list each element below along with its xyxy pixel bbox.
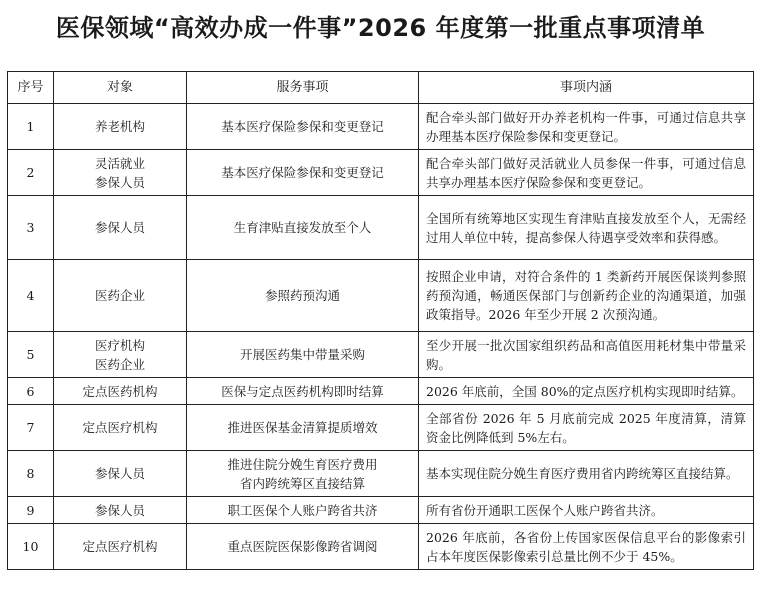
row-service-line: 职工医保个人账户跨省共济 [227,502,378,518]
row-target-line: 参保人员 [94,466,145,481]
row-service [187,378,419,405]
row-target [54,196,187,260]
row-content: 全国所有统筹地区实现生育津贴直接发放至个人，无需经过用人单位中转，提高参保人待遇享受效率和获得感。 [419,196,754,260]
row-target [54,260,187,332]
row-target-line: 定点医疗机构 [82,420,158,435]
row-service [187,260,419,332]
row-seq: 1 [8,104,54,150]
row-service-line: 基本医疗保险参保和变更登记 [221,165,384,180]
row-target-line: 医药企业 [94,288,145,303]
document-title: 医保领域“高效办成一件事”2026 年度第一批重点事项清单 [55,14,706,42]
row-target-line: 定点医疗机构 [82,539,158,554]
row-target-line: 医疗机构 [94,337,145,353]
row-seq: 4 [8,260,54,332]
row-target-line: 参保人员 [94,502,145,518]
row-service-line: 基本医疗保险参保和变更登记 [221,119,384,134]
table-row [8,405,754,451]
row-seq: 8 [8,451,54,497]
row-service-line: 省内跨统筹区直接结算 [239,475,365,491]
row-target [54,524,187,570]
row-service [187,451,419,497]
row-target [54,405,187,451]
row-target-line: 灵活就业 [94,155,145,171]
row-target [54,451,187,497]
row-content: 至少开展一批次国家组织药品和高值医用耗材集中带量采购。 [419,332,754,378]
row-target-line: 定点医药机构 [82,383,158,399]
row-seq: 5 [8,332,54,378]
task-list-table [7,71,754,570]
row-seq: 10 [8,524,54,570]
row-service-line: 推进住院分娩生育医疗费用 [227,456,378,472]
header-target: 对象 [54,72,187,104]
row-service-line: 推进医保基金清算提质增效 [227,420,378,435]
row-service [187,150,419,196]
row-target-line: 参保人员 [94,220,145,235]
row-content: 全部省份 2026 年 5 月底前完成 2025 年度清算，清算资金比例降低到 5%左右。 [419,405,754,451]
row-target [54,497,187,524]
table-row [8,260,754,332]
header-seq: 序号 [8,72,54,104]
header-service: 服务事项 [187,72,419,104]
row-seq: 9 [8,497,54,524]
row-service-line: 医保与定点医药机构即时结算 [221,383,384,399]
row-service-line: 重点医院医保影像跨省调阅 [227,539,378,554]
row-service-line: 生育津贴直接发放至个人 [233,220,372,235]
row-service-line: 开展医药集中带量采购 [239,347,365,362]
table-row [8,497,754,524]
row-service [187,524,419,570]
row-target [54,332,187,378]
table-header-row [8,72,754,104]
row-service [187,497,419,524]
row-seq: 3 [8,196,54,260]
table-row [8,524,754,570]
row-content: 2026 年底前，各省份上传国家医保信息平台的影像索引占本年度医保影像索引总量比例不少于 45%。 [419,524,754,570]
row-content: 所有省份开通职工医保个人账户跨省共济。 [419,497,754,524]
table-row [8,150,754,196]
row-target-line: 参保人员 [94,174,145,190]
row-seq: 2 [8,150,54,196]
row-service [187,332,419,378]
row-target-line: 医药企业 [94,356,145,372]
row-content: 配合牵头部门做好灵活就业人员参保一件事，可通过信息共享办理基本医疗保险参保和变更登记。 [419,150,754,196]
row-target [54,150,187,196]
row-service [187,405,419,451]
row-content: 按照企业申请，对符合条件的 1 类新药开展医保谈判参照药预沟通，畅通医保部门与创新药企业的沟通渠道，加强政策指导。2026 年至少开展 2 次预沟通。 [419,260,754,332]
row-target-line: 养老机构 [94,119,145,134]
row-service [187,196,419,260]
row-service [187,104,419,150]
table-row [8,104,754,150]
row-content: 2026 年底前，全国 80%的定点医疗机构实现即时结算。 [419,378,754,405]
row-seq: 7 [8,405,54,451]
table-row [8,332,754,378]
row-content: 配合牵头部门做好开办养老机构一件事，可通过信息共享办理基本医疗保险参保和变更登记。 [419,104,754,150]
table-row [8,451,754,497]
row-target [54,378,187,405]
row-content: 基本实现住院分娩生育医疗费用省内跨统筹区直接结算。 [419,451,754,497]
header-content: 事项内涵 [419,72,754,104]
row-target [54,104,187,150]
table-row [8,196,754,260]
table-row [8,378,754,405]
table-body [8,104,754,570]
row-service-line: 参照药预沟通 [264,288,340,303]
row-seq: 6 [8,378,54,405]
